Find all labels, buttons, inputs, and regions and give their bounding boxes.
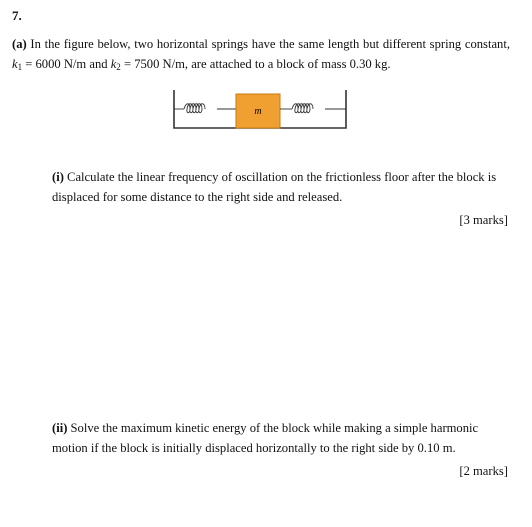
question-number: 7. xyxy=(12,8,22,23)
k1-symbol: k xyxy=(12,57,18,71)
part-i-question xyxy=(52,167,510,207)
part-a-text-1: In the figure below, two horizontal springs have the same length but different spring constant, xyxy=(30,37,510,51)
part-ii-marks: [2 marks] xyxy=(459,464,508,478)
part-a-text-3: = 7500 N/m, are attached to a block of mass 0.30 kg. xyxy=(120,57,391,71)
part-a-label: (a) xyxy=(12,37,27,51)
k1-subscript: 1 xyxy=(17,62,23,72)
k2-subscript: 2 xyxy=(116,62,121,72)
part-i-text: Calculate the linear frequency of oscillation on the frictionless floor after the block is displaced for some distance to the right side and released. xyxy=(52,170,497,204)
part-ii-text: Solve the maximum kinetic energy of the block while making a simple harmonic motion if the block is initially displaced horizontally to the right side by 0.10 m. xyxy=(52,421,479,455)
part-ii-question xyxy=(52,418,510,458)
left-spring xyxy=(174,104,236,113)
part-a-question xyxy=(12,34,510,74)
k2-symbol: k xyxy=(110,57,117,71)
right-spring xyxy=(280,104,346,113)
mass-label: m xyxy=(254,106,262,117)
part-i-label: (i) xyxy=(52,170,64,184)
part-ii-label: (ii) xyxy=(52,421,68,435)
part-a-text-2: = 6000 N/m and xyxy=(22,57,111,71)
part-i-marks: [3 marks] xyxy=(459,213,508,227)
spring-block-figure xyxy=(170,88,350,134)
